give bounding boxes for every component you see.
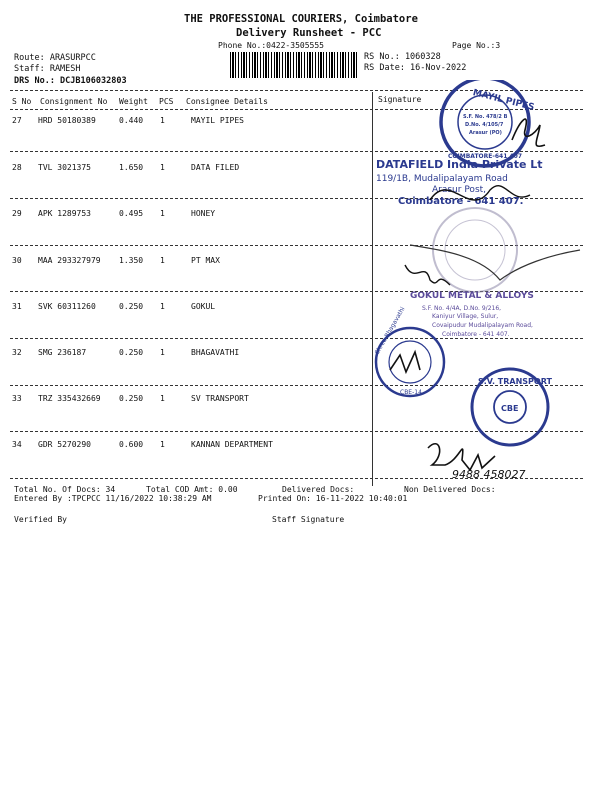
row-weight: 0.440 (119, 116, 144, 125)
staff-signature-label: Staff Signature (272, 515, 345, 524)
row-weight: 0.495 (119, 209, 144, 218)
row-pcs: 1 (160, 440, 165, 449)
delivered-docs: Delivered Docs: (282, 485, 355, 494)
row-consignment-no: SVK 60311260 (38, 302, 96, 311)
row-consignee: MAYIL PIPES (191, 116, 244, 125)
row-sno: 29 (12, 209, 22, 218)
mayil-stamp-city: COIMBATORE-641 407 (448, 153, 522, 160)
datafield-stamp-line2: Arasur Post, (432, 185, 487, 195)
row-sno: 27 (12, 116, 22, 125)
col-consignment: Consignment No (40, 97, 108, 106)
row-consignee: BHAGAVATHI (191, 348, 240, 357)
row-pcs: 1 (160, 302, 165, 311)
row-pcs: 1 (160, 209, 165, 218)
col-consignee: Consignee Details (186, 97, 268, 106)
row-weight: 0.250 (119, 302, 144, 311)
row-consignment-no: TVL 3021375 (38, 163, 91, 172)
datafield-stamp-line1: 119/1B, Mudalipalayam Road (376, 174, 508, 184)
runsheet-title: Delivery Runsheet - PCC (236, 27, 382, 39)
row-consignee: PT MAX (191, 256, 220, 265)
datafield-stamp (376, 158, 543, 207)
datafield-stamp-line3: Coimbatore - 641 407. (398, 196, 524, 207)
phone-number: Phone No.:0422-3505555 (218, 41, 324, 50)
total-cod: Total COD Amt: 0.00 (146, 485, 238, 494)
gokul-stamp-line4: Coimbatore - 641 407. (442, 331, 510, 338)
row-sno: 33 (12, 394, 22, 403)
row-consignment-no: GDR 5270290 (38, 440, 91, 449)
gokul-stamp-name: GOKUL METAL & ALLOYS (410, 291, 534, 301)
row-sno: 28 (12, 163, 22, 172)
row-weight: 0.250 (119, 394, 144, 403)
honey-faint-stamp (405, 208, 580, 292)
row-weight: 0.250 (119, 348, 144, 357)
col-weight: Weight (119, 97, 148, 106)
row-consignee: SV TRANSPORT (191, 394, 249, 403)
sv-transport-stamp (472, 369, 553, 445)
entered-by: Entered By :TPCPCC 11/16/2022 10:38:29 AM (14, 494, 212, 503)
row-sno: 30 (12, 256, 22, 265)
row-consignee: KANNAN DEPARTMENT (191, 440, 273, 449)
sv-stamp-city: CBE (501, 404, 519, 413)
row-consignment-no: HRD 50180389 (38, 116, 96, 125)
row-weight: 0.600 (119, 440, 144, 449)
row-sno: 32 (12, 348, 22, 357)
row-consignment-no: MAA 293327979 (38, 256, 101, 265)
total-docs: Total No. Of Docs: 34 (14, 485, 116, 494)
row-consignee: HONEY (191, 209, 216, 218)
non-delivered-docs: Non Delivered Docs: (404, 485, 496, 494)
row-weight: 1.650 (119, 163, 144, 172)
mayil-stamp-name: MAYIL PIPES (471, 88, 536, 113)
rs-date: RS Date: 16-Nov-2022 (364, 63, 467, 73)
col-signature: Signature (378, 95, 422, 104)
gokul-stamp (410, 291, 534, 338)
row-pcs: 1 (160, 116, 165, 125)
page-number: Page No.:3 (452, 41, 501, 50)
mayil-pipes-stamp (441, 80, 545, 166)
mayil-stamp-line1: S.F. No. 478/2 B (463, 114, 508, 120)
row-consignee: DATA FILED (191, 163, 240, 172)
drs-number: DRS No.: DCJB106032803 (14, 76, 127, 86)
company-title: THE PROFESSIONAL COURIERS, Coimbatore (184, 13, 418, 25)
row-consignment-no: TRZ 335432669 (38, 394, 101, 403)
bhagavathi-stamp-name: Shree Bhagavathi (373, 305, 407, 356)
row-consignee: GOKUL (191, 302, 216, 311)
kannan-signature (428, 444, 525, 481)
row-weight: 1.350 (119, 256, 144, 265)
col-pcs: PCS (159, 97, 174, 106)
printed-on: Printed On: 16-11-2022 10:40:01 (258, 494, 408, 503)
verified-by-label: Verified By (14, 515, 67, 524)
col-sno: S No (12, 97, 32, 106)
row-sno: 34 (12, 440, 22, 449)
gokul-stamp-line3: Covaipudur Mudalipalayam Road, (432, 322, 533, 329)
row-consignment-no: SMG 236187 (38, 348, 87, 357)
gokul-stamp-line1: S.F. No. 4/4A, D.No. 9/216, (422, 305, 502, 312)
row-pcs: 1 (160, 163, 165, 172)
rs-number: RS No.: 1060328 (364, 52, 441, 62)
mayil-stamp-line3: Arasur (PO) (469, 130, 502, 136)
written-phone-number: 9488 458027 (452, 468, 526, 481)
mayil-stamp-line2: D.No. 4/105/7 (465, 122, 504, 128)
gokul-stamp-line2: Kaniyur Village, Sulur, (432, 313, 499, 320)
row-consignment-no: APK 1289753 (38, 209, 91, 218)
row-pcs: 1 (160, 348, 165, 357)
datafield-stamp-name: DATAFIELD India Private Lt (376, 158, 543, 171)
row-pcs: 1 (160, 394, 165, 403)
barcode (230, 52, 358, 78)
sv-stamp-name: S.V. TRANSPORT (478, 377, 552, 386)
row-sno: 31 (12, 302, 22, 311)
row-pcs: 1 (160, 256, 165, 265)
signature-stamps (370, 80, 600, 490)
route-label: Route: ARASURPCC (14, 53, 96, 63)
staff-label: Staff: RAMESH (14, 64, 81, 74)
bhagavathi-stamp-city: CBE-14. (400, 389, 424, 396)
